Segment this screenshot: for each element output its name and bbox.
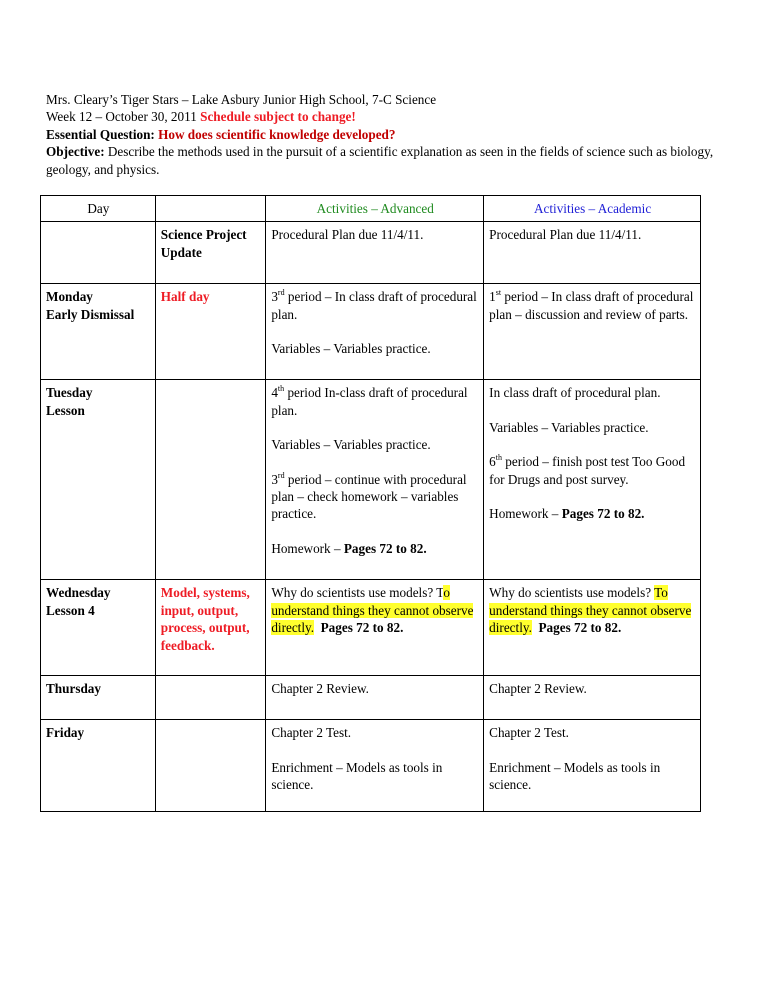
- topic-cell: [155, 380, 266, 580]
- topic-text: Model, systems, input, output, process, output, feedback.: [160, 585, 250, 653]
- header-topic: [155, 196, 266, 222]
- academic-cell: [484, 380, 701, 580]
- activity-text: Chapter 2 Test.: [271, 725, 352, 741]
- table-row-thursday: [41, 676, 701, 720]
- table-header-row: [41, 196, 701, 222]
- period-suffix: st: [495, 288, 502, 298]
- day-label: Wednesday: [46, 585, 111, 601]
- topic-cell: [155, 284, 266, 380]
- topic-cell: [155, 222, 266, 284]
- highlighted-answer: o understand things they cannot observe directly.: [271, 585, 474, 636]
- homework-pages: Pages 72 to 82.: [561, 506, 645, 522]
- period-suffix: th: [277, 384, 285, 394]
- academic-cell: Chapter 2 Review.: [484, 676, 701, 720]
- day-sublabel: Lesson 4: [46, 602, 95, 618]
- day-sublabel: Early Dismissal: [46, 306, 135, 322]
- header-advanced: Activities – Advanced: [266, 196, 484, 222]
- advanced-cell: [266, 380, 484, 580]
- day-sublabel: Lesson: [46, 402, 85, 418]
- topic-cell: [155, 580, 266, 676]
- week-line: [46, 108, 716, 125]
- activity-text: Enrichment – Models as tools in science.: [489, 759, 661, 793]
- day-label: Tuesday: [46, 385, 93, 401]
- eq-text: How does scientific knowledge developed?: [158, 126, 396, 142]
- period-number: 6: [489, 454, 496, 470]
- advanced-cell: [266, 720, 484, 812]
- objective-label: Objective:: [46, 144, 105, 160]
- period-suffix: th: [495, 453, 502, 463]
- period-suffix: rd: [277, 470, 285, 480]
- table-row-wednesday: [41, 580, 701, 676]
- period-suffix: rd: [277, 288, 285, 298]
- period-number: 3: [271, 289, 278, 305]
- day-cell: [41, 720, 156, 812]
- activity-text: period – finish post test Too Good for Drugs and post survey.: [489, 454, 686, 487]
- table-row-tuesday: [41, 380, 701, 580]
- period-number: 1: [489, 289, 496, 305]
- day-cell: [41, 284, 156, 380]
- activity-text: period – In class draft of procedural plan – discussion and review of parts.: [489, 289, 694, 322]
- advanced-cell: Chapter 2 Review.: [266, 676, 484, 720]
- day-label: Friday: [46, 725, 85, 741]
- objective: [46, 143, 716, 178]
- homework-label: Homework –: [489, 506, 562, 522]
- highlighted-answer: To understand things they cannot observe directly.: [489, 585, 692, 636]
- advanced-cell: [266, 284, 484, 380]
- table-row-monday: [41, 284, 701, 380]
- activity-text: Chapter 2 Test.: [489, 725, 569, 741]
- topic-text: Science Project Update: [160, 227, 247, 260]
- academic-cell: [484, 720, 701, 812]
- table-row-friday: [41, 720, 701, 812]
- day-cell: [41, 676, 156, 720]
- advanced-cell: [266, 580, 484, 676]
- day-label: Thursday: [46, 681, 101, 697]
- topic-cell: [155, 720, 266, 812]
- homework-pages: Pages 72 to 82.: [343, 540, 427, 556]
- activity-text: period – continue with procedural plan – check homework – variables practice.: [271, 471, 467, 522]
- day-label: Monday: [46, 289, 93, 305]
- day-cell: [41, 580, 156, 676]
- academic-cell: [484, 284, 701, 380]
- activity-text: Enrichment – Models as tools in science.: [271, 759, 443, 793]
- header-academic: Activities – Academic: [484, 196, 701, 222]
- essential-question: [46, 126, 716, 143]
- pages-text: Pages 72 to 82.: [320, 620, 404, 636]
- question-text: Why do scientists use models? T: [271, 585, 444, 601]
- schedule-table: [40, 195, 701, 812]
- pages-text: Pages 72 to 82.: [538, 620, 622, 636]
- activity-text: Variables – Variables practice.: [271, 437, 431, 453]
- eq-label: Essential Question:: [46, 126, 155, 142]
- activity-text: Variables – Variables practice.: [489, 419, 649, 435]
- advanced-cell: Procedural Plan due 11/4/11.: [266, 222, 484, 284]
- day-cell: [41, 380, 156, 580]
- activity-text: In class draft of procedural plan.: [489, 385, 661, 401]
- table-row: [41, 222, 701, 284]
- activity-text: period In-class draft of procedural plan.: [271, 385, 468, 418]
- homework-label: Homework –: [271, 540, 344, 556]
- week-date: Week 12 – October 30, 2011: [46, 109, 197, 125]
- academic-cell: Procedural Plan due 11/4/11.: [484, 222, 701, 284]
- header-day: Day: [41, 196, 156, 222]
- schedule-note: Schedule subject to change!: [200, 109, 356, 125]
- topic-cell: [155, 676, 266, 720]
- class-title: Mrs. Cleary’s Tiger Stars – Lake Asbury Junior High School, 7-C Science: [46, 92, 437, 107]
- activity-text: Variables – Variables practice.: [271, 341, 431, 357]
- day-cell: [41, 222, 156, 284]
- topic-text: Half day: [160, 289, 210, 305]
- activity-text: period – In class draft of procedural plan.: [271, 289, 477, 322]
- period-number: 4: [271, 385, 278, 401]
- document-header: [46, 91, 716, 178]
- period-number: 3: [271, 471, 278, 487]
- academic-cell: [484, 580, 701, 676]
- question-text: Why do scientists use models?: [489, 585, 655, 601]
- objective-text: Describe the methods used in the pursuit of a scientific explanation as seen in the fields of science such as biology, geology, and physics.: [46, 144, 714, 177]
